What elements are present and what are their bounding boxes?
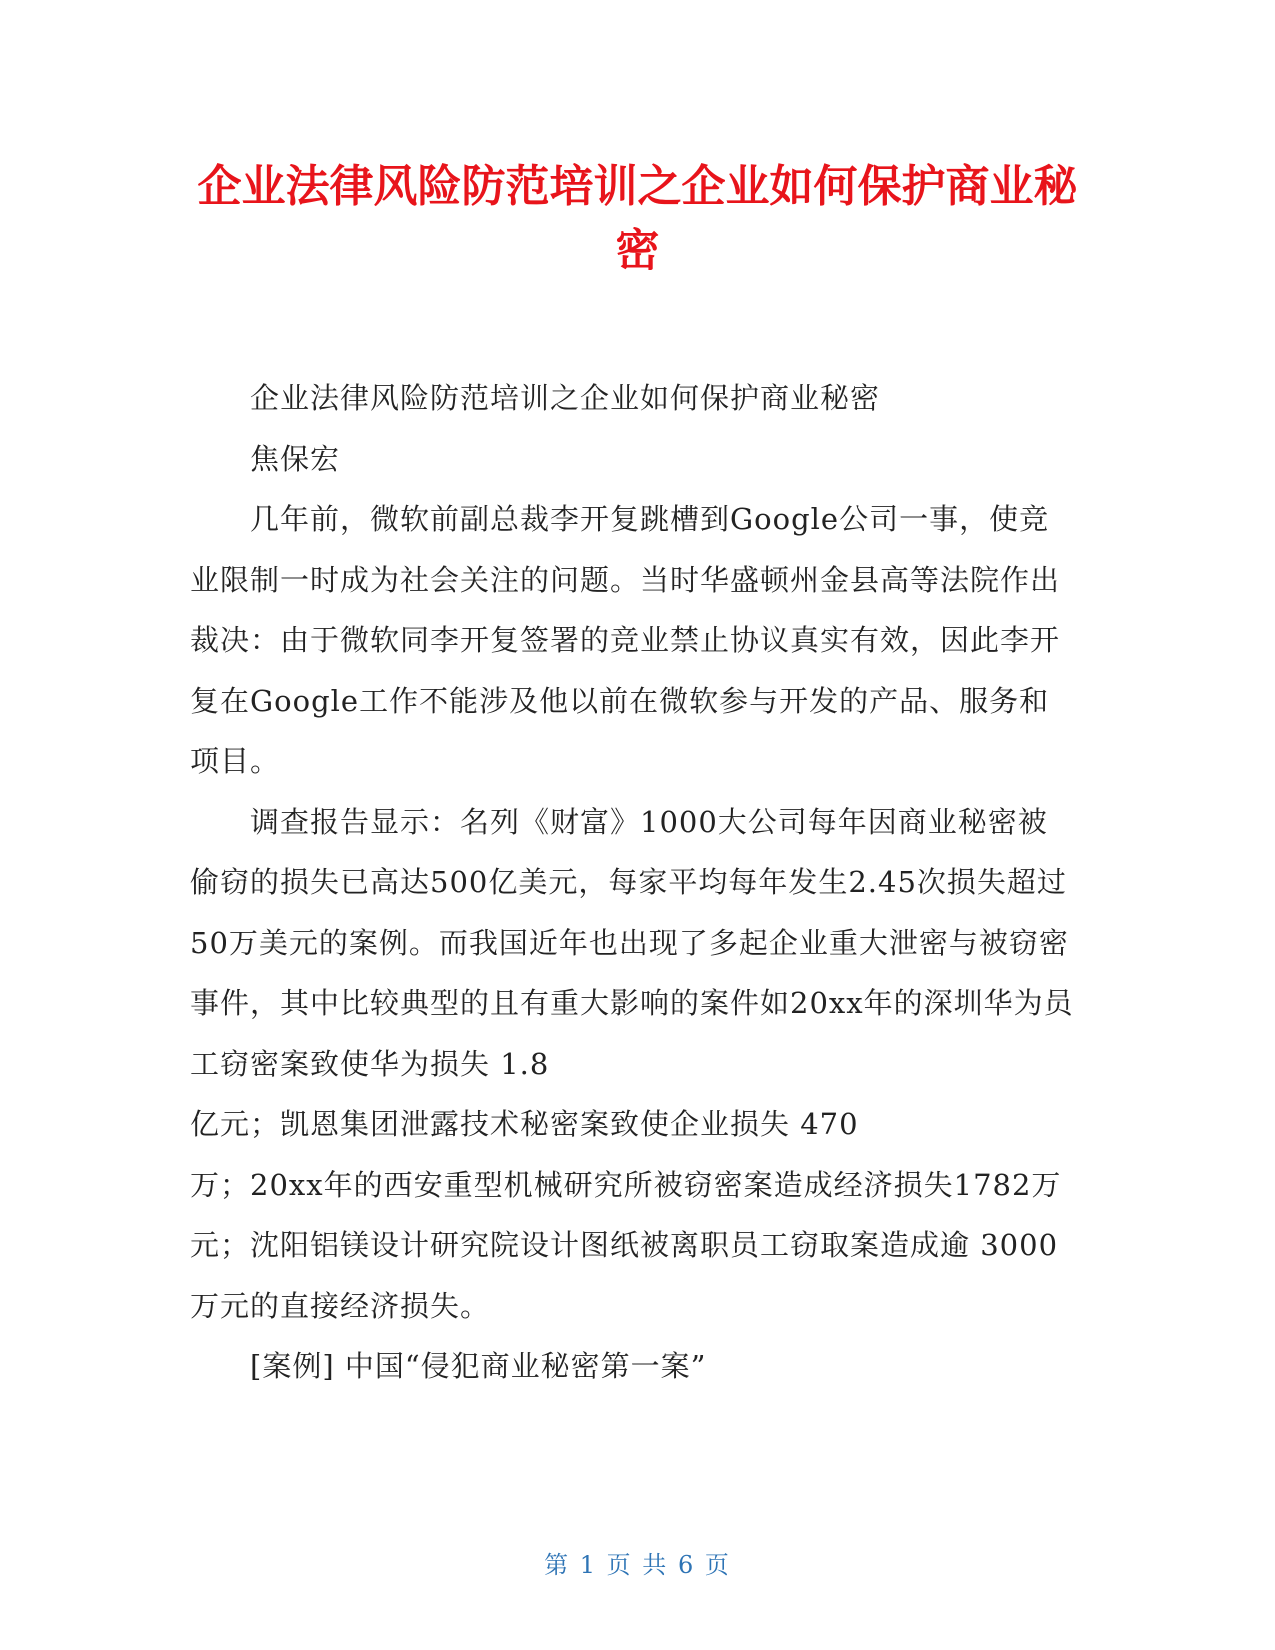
subtitle-line: 企业法律风险防范培训之企业如何保护商业秘密: [250, 381, 881, 415]
paragraph-4: 万；20xx年的西安重型机械研究所被窃密案造成经济损失1782万元；沈阳铝镁设计研究院设计图纸被离职员工窃取案造成逾 3000万元的直接经济损失。: [190, 1167, 1062, 1323]
paragraph-1: 几年前，微软前副总裁李开复跳槽到Google公司一事，使竞业限制一时成为社会关注的问题。当时华盛顿州金县高等法院作出裁决：由于微软同李开复签署的竞业禁止协议真实有效，因此李开复在Google工作不能涉及他以前在微软参与开发的产品、服务和项目。: [190, 502, 1061, 778]
document-title: 企业法律风险防范培训之企业如何保护商业秘密: [197, 161, 1078, 276]
page-number-footer: 第 1 页 共 6 页: [544, 1551, 731, 1579]
paragraph-3: 亿元；凯恩集团泄露技术秘密案致使企业损失 470: [190, 1107, 859, 1141]
document-body: [190, 368, 1075, 1397]
paragraph-5: [案例] 中国“侵犯商业秘密第一案”: [250, 1349, 707, 1383]
author-line: 焦保宏: [250, 441, 341, 476]
paragraph-2: 调查报告显示：名列《财富》1000大公司每年因商业秘密被偷窃的损失已高达500亿美元，每家平均每年发生2.45次损失超过50万美元的案例。而我国近年也出现了多起企业重大泄密与被窃密事件，其中比较典型的且有重大影响的案件如20xx年的深圳华为员工窃密案致使华为损失 1.8: [190, 804, 1074, 1081]
